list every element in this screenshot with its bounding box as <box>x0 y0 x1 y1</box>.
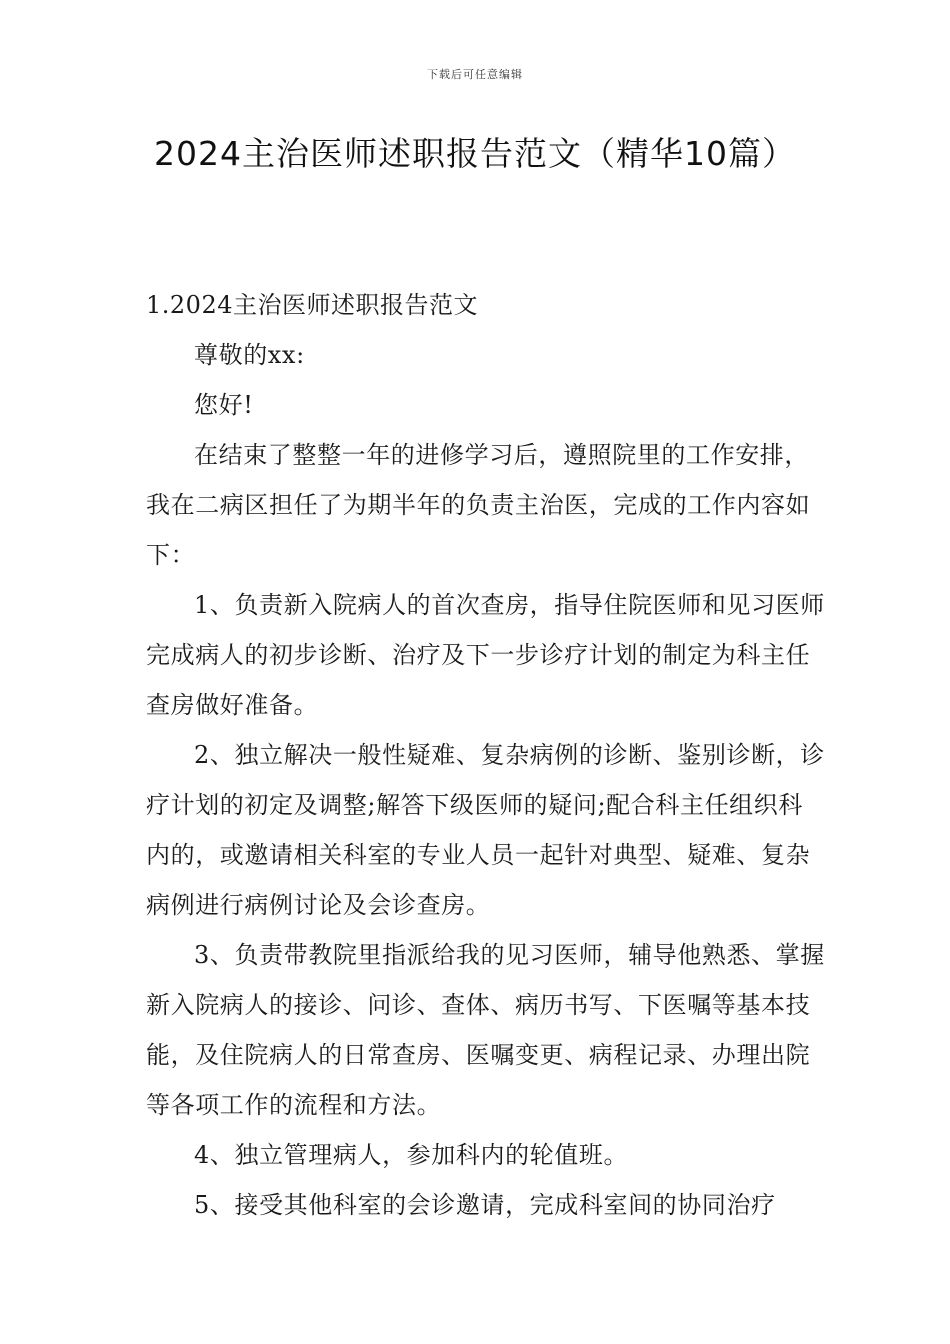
duty-item-4: 4、独立管理病人，参加科内的轮值班。 <box>194 1141 629 1169</box>
intro-paragraph: 在结束了整整一年的进修学习后，遵照院里的工作安排，我在二病区担任了为期半年的负责主治医，完成的工作内容如下： <box>146 441 811 569</box>
salutation: 尊敬的xx: <box>194 341 305 369</box>
duty-item-3: 3、负责带教院里指派给我的见习医师，辅导他熟悉、掌握新入院病人的接诊、问诊、查体、病历书写、下医嘱等基本技能，及住院病人的日常查房、医嘱变更、病程记录、办理出院等各项工作的流程和方法。 <box>146 941 825 1119</box>
header-note: 下载后可任意编辑 <box>427 68 523 81</box>
greeting: 您好! <box>194 391 254 419</box>
section-heading: 1.2024主治医师述职报告范文 <box>146 291 478 319</box>
document-title: 2024主治医师述职报告范文（精华10篇） <box>154 134 796 173</box>
duty-item-1: 1、负责新入院病人的首次查房，指导住院医师和见习医师完成病人的初步诊断、治疗及下一步诊疗计划的制定为科主任查房做好准备。 <box>146 591 825 719</box>
document-body <box>146 280 826 1230</box>
duty-item-2: 2、独立解决一般性疑难、复杂病例的诊断、鉴别诊断，诊疗计划的初定及调整;解答下级医师的疑问;配合科主任组织科内的，或邀请相关科室的专业人员一起针对典型、疑难、复杂病例进行病例讨论及会诊查房。 <box>146 741 825 919</box>
duty-item-5: 5、接受其他科室的会诊邀请，完成科室间的协同治疗 <box>194 1191 776 1219</box>
